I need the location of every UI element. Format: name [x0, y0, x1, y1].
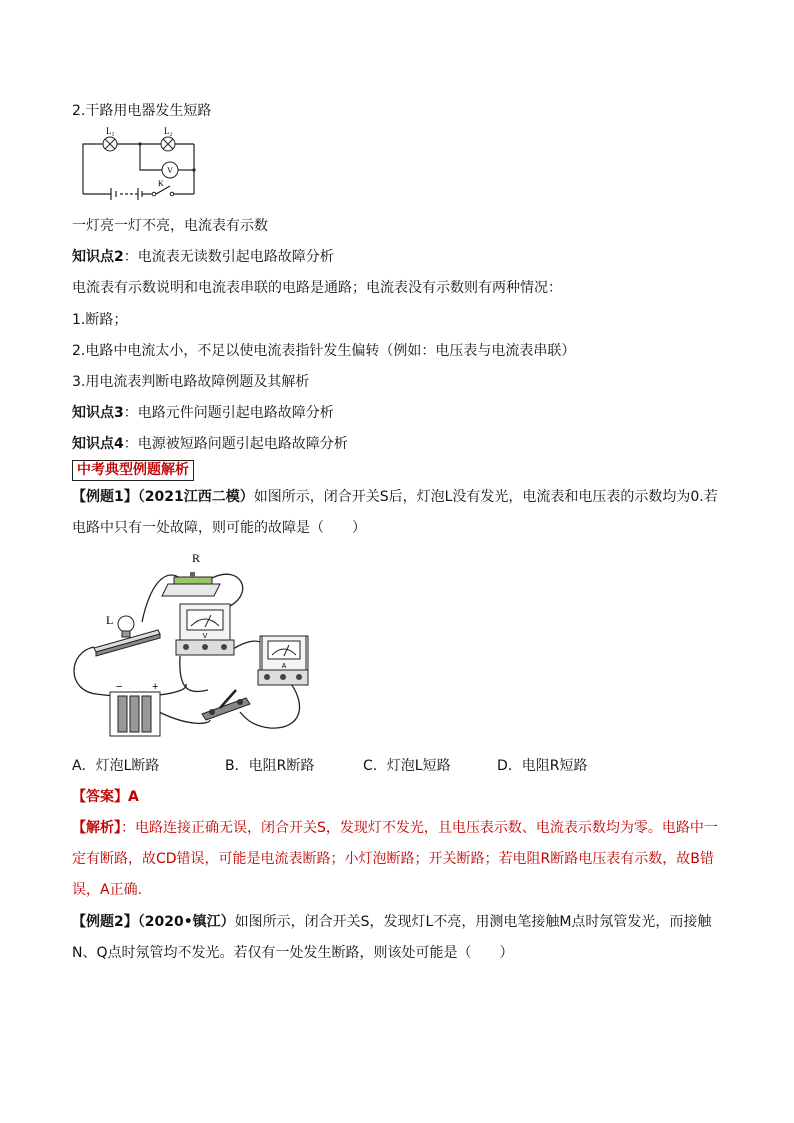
option-c: C．灯泡L短路	[363, 758, 451, 774]
resistor-label: R	[192, 551, 201, 565]
knowledge-point-4	[72, 434, 348, 454]
l2-label: L₂	[164, 126, 173, 136]
section-title: 中考典型例题解析	[72, 460, 194, 481]
battery-plus-label: +	[152, 681, 159, 693]
example-1-source: （2021江西二模）	[137, 489, 254, 505]
list-item: 1.断路；	[72, 312, 128, 328]
answer-value: A	[128, 789, 139, 805]
voltmeter-label: V	[202, 633, 208, 640]
answer-line	[72, 787, 139, 807]
bulb-label: L	[106, 613, 114, 627]
analysis-body: ：电路连接正确无误，闭合开关S，发现灯不发光，且电压表示数、电流表示数均为零。电路中一定有断路，故CD错误，可能是电流表断路；小灯泡断路；开关断路；若电阻R断路电压表有示数，故B错误，A正确.	[72, 820, 718, 898]
option-a: A．灯泡L断路	[72, 758, 160, 774]
example-1-tag: 【例题1】	[72, 489, 138, 505]
kp3-text: ：电路元件问题引起电路故障分析	[123, 405, 334, 421]
voltmeter-icon	[162, 162, 178, 178]
list-item: 3.用电流表判断电路故障例题及其解析	[72, 374, 310, 390]
kp2-label: 知识点2	[72, 249, 124, 265]
analysis-label: 【解析】	[72, 820, 121, 836]
option-b: B．电阻R断路	[225, 758, 315, 774]
example-1-text: 如图所示，闭合开关S后，灯泡L没有发光，电流表和电压表的示数均为0.若电路中只有一处故障，则可能的故障是（ ）	[72, 489, 718, 536]
ammeter-label: A	[281, 663, 287, 670]
voltmeter-label: V	[167, 166, 173, 175]
bulb-icon	[94, 616, 160, 656]
kp2-body: 电流表有示数说明和电流表串联的电路是通路；电流表没有示数则有两种情况：	[72, 280, 562, 296]
kp3-label: 知识点3	[72, 405, 124, 421]
option-d: D．电阻R短路	[497, 758, 588, 774]
item-2-title: 2.干路用电器发生短路	[72, 103, 212, 119]
example-2-source: （2020•镇江）	[137, 914, 235, 930]
k-label: K	[158, 179, 164, 188]
list-item: 2.电路中电流太小，不足以使电流表指针发生偏转（例如：电压表与电流表串联）	[72, 343, 576, 359]
l1-label: L₁	[106, 126, 115, 136]
lamp-l2-icon	[161, 137, 175, 151]
answer-label: 【答案】	[72, 789, 128, 805]
example-1-question	[72, 482, 724, 544]
ammeter-icon	[258, 636, 308, 685]
knowledge-point-3	[72, 403, 334, 423]
example-2-question	[72, 907, 724, 969]
example-2-text: 如图所示，闭合开关S，发现灯L不亮，用测电笔接触M点时氖管发光，而接触N、Q点时氖管均不发光。若仅有一处发生断路，则该处可能是（ ）	[72, 914, 712, 961]
voltmeter-icon	[176, 604, 234, 655]
kp2-text: ：电流表无读数引起电路故障分析	[123, 249, 334, 265]
knowledge-point-2	[72, 247, 334, 267]
battery-minus-label: −	[116, 681, 123, 693]
kp4-text: ：电源被短路问题引起电路故障分析	[123, 436, 348, 452]
kp4-label: 知识点4	[72, 436, 124, 452]
circuit-diagram-short	[78, 124, 202, 200]
circuit-figure-example-1	[70, 544, 310, 744]
analysis-text	[72, 813, 724, 906]
battery-icon	[110, 692, 160, 736]
lamp-l1-icon	[103, 137, 117, 151]
result-text: 一灯亮一灯不亮，电流表有示数	[72, 218, 268, 234]
example-2-tag: 【例题2】	[72, 914, 138, 930]
